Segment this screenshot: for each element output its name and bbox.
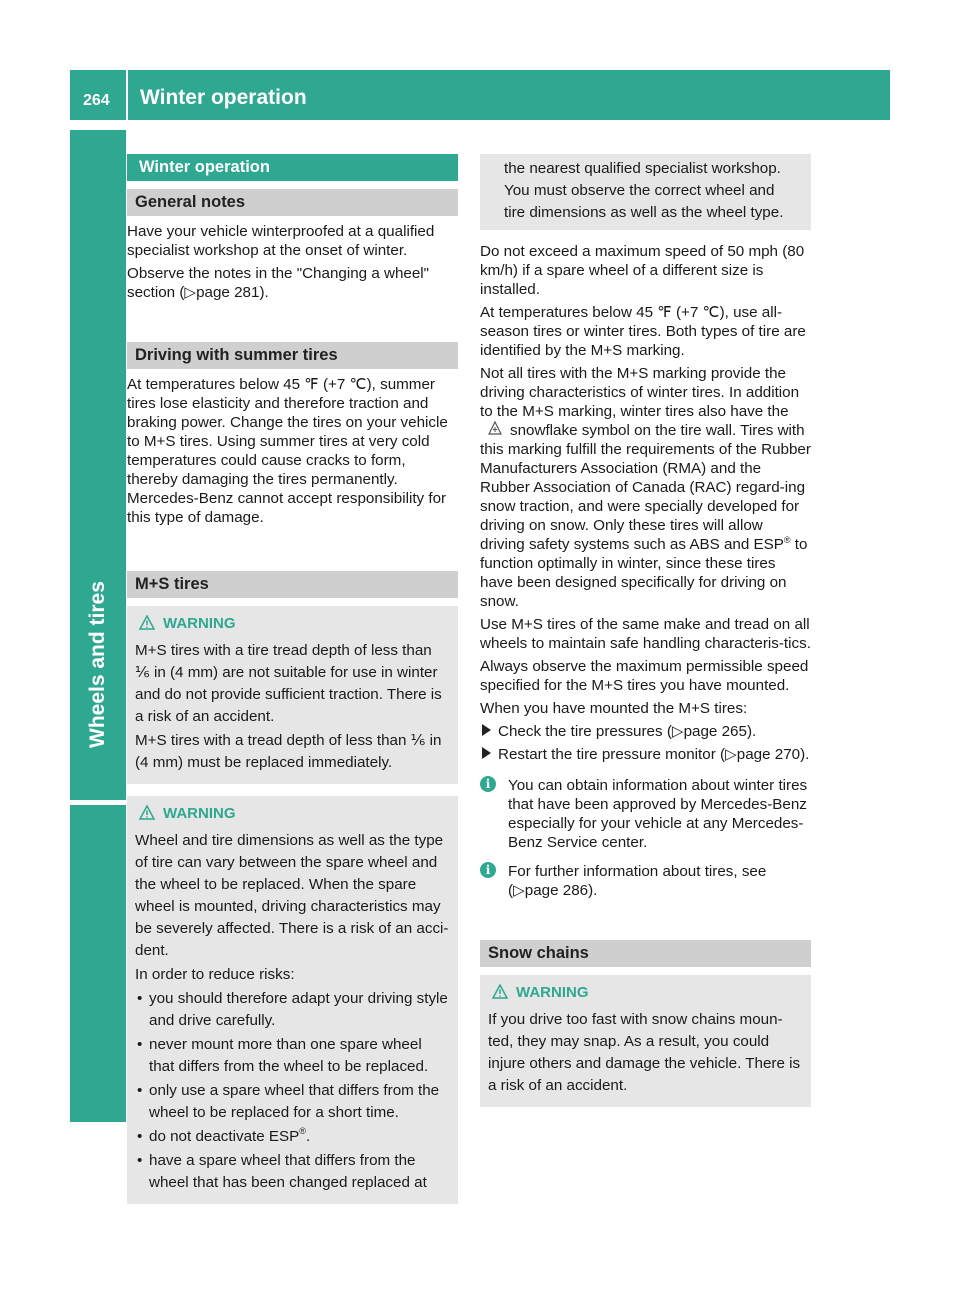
- warning-text: In order to reduce risks:: [135, 966, 295, 983]
- warning-box-tread: [127, 606, 458, 784]
- chapter-tab: [70, 130, 126, 800]
- paragraph: When you have mounted the M+S tires:: [480, 700, 748, 717]
- action-arrow-icon: [482, 747, 491, 759]
- paragraph: Always observe the maximum permissible speed specified for the M+S tires you have mounted.: [480, 658, 809, 694]
- warning-triangle-icon: [492, 984, 508, 999]
- paragraph: Do not exceed a maximum speed of 50 mph (80 km/h) if a spare wheel of a different size is installed.: [480, 243, 805, 298]
- warning-triangle-icon: [139, 805, 155, 820]
- paragraph: Not all tires with the M+S marking provide the driving characteristics of winter tires. In addition to the M+S marking, winter tires also have the snowflake symbol on the tire wall. Tires with this marking fulfill the requirements of the Rubber Manufacturers Association (RMA) and the Rubber Association of Canada (RAC) regard-ing snow traction, and were specially developed for driving on snow. Only these tires will allow driving safety systems such as ABS and ESP® to function optimally in winter, since these tires have been designed specifically for driving on snow.: [480, 365, 811, 610]
- warning-text: Wheel and tire dimensions as well as the type of tire can vary between the spare wheel and the wheel to be replaced. When the spare wheel is mounted, driving characteristics may be severely affected. There is a risk of an acci-dent.: [135, 832, 449, 959]
- chapter-tab-label: Wheels and tires: [86, 581, 109, 748]
- section-title: Winter operation: [127, 154, 458, 181]
- page-ref-link[interactable]: page 281: [196, 284, 260, 301]
- header-title-box: [128, 70, 890, 120]
- page-ref-arrow-icon: ▷: [725, 746, 737, 763]
- action-arrow-icon: [482, 724, 491, 736]
- left-column: [127, 154, 458, 1204]
- action-step: Check the tire pressures (▷page 265).: [480, 722, 811, 741]
- page-ref-link[interactable]: page 270: [736, 746, 801, 763]
- list-item: • never mount more than one spare wheel that differs from the wheel to be replaced.: [137, 1036, 429, 1075]
- page-ref-arrow-icon: ▷: [513, 882, 525, 899]
- page-ref-link[interactable]: page 286: [524, 882, 589, 899]
- paragraph: At temperatures below 45 ℉ (+7 ℃), use all-season tires or winter tires. Both types of tire are identified by the M+S marking.: [480, 304, 806, 359]
- changing-wheel-note: Observe the notes in the "Changing a wheel" section (▷page 281).: [127, 265, 430, 301]
- warning-header: WARNING: [492, 983, 803, 1003]
- page-ref-arrow-icon: ▷: [671, 723, 684, 740]
- list-item: • only use a spare wheel that differs from the wheel to be replaced for a short time.: [137, 1082, 440, 1121]
- warning-header: WARNING: [139, 614, 450, 634]
- list-item: • do not deactivate ESP®.: [137, 1126, 311, 1145]
- warning-text: If you drive too fast with snow chains moun-ted, they may snap. As a result, you could injure others and damage the vehicle. There is a risk of an accident.: [488, 1011, 801, 1094]
- paragraph: Use M+S tires of the same make and tread on all wheels to maintain safe handling characteris-tics.: [480, 616, 811, 652]
- ms-tires-heading: M+S tires: [127, 571, 458, 598]
- page-number: 264: [83, 92, 110, 109]
- page-number-box: [70, 70, 126, 120]
- summer-tires-heading: Driving with summer tires: [127, 342, 458, 369]
- info-note: i For further information about tires, see (▷page 286).: [480, 862, 811, 900]
- page-ref-arrow-icon: ▷: [184, 284, 197, 301]
- warning-header: WARNING: [139, 804, 450, 824]
- page-ref-link[interactable]: page 265: [683, 723, 747, 740]
- chapter-tab-lower: [70, 805, 126, 1122]
- info-icon: i: [480, 862, 496, 878]
- warning-box-snow-chains: [480, 975, 811, 1107]
- general-notes-text: Have your vehicle winterproofed at a qualified specialist workshop at the onset of winter.: [127, 223, 435, 259]
- general-notes-heading: General notes: [127, 189, 458, 216]
- action-step: Restart the tire pressure monitor (▷page 270).: [480, 745, 811, 764]
- header-title: Winter operation: [140, 86, 307, 109]
- snowflake-mountain-icon: [480, 421, 510, 440]
- warning-box-spare-wheel: [127, 796, 458, 1204]
- list-item: • have a spare wheel that differs from the wheel that has been changed replaced at: [137, 1152, 427, 1191]
- list-item: • you should therefore adapt your driving style and drive carefully.: [137, 990, 448, 1029]
- snow-chains-heading: Snow chains: [480, 940, 811, 967]
- page-header: [70, 70, 890, 120]
- info-icon: i: [480, 776, 496, 792]
- warning-box-continued: [480, 154, 811, 230]
- info-note: i You can obtain information about winter tires that have been approved by Mercedes-Benz especially for your vehicle at any Mercedes-Benz Service center.: [480, 776, 811, 852]
- warning-text: M+S tires with a tread depth of less than ⅙ in (4 mm) must be replaced immediately.: [135, 732, 442, 771]
- right-column: [480, 154, 811, 1107]
- warning-text: the nearest qualified specialist workshop. You must observe the correct wheel and tire dimensions as well as the wheel type.: [504, 160, 784, 221]
- summer-tires-text: At temperatures below 45 ℉ (+7 ℃), summer tires lose elasticity and therefore traction and braking power. Change the tires on your vehicle to M+S tires. Using summer tires at very cold temperatures could cause cracks to form, thereby damaging the tires permanently. Mercedes-Benz cannot accept responsibility for this type of damage.: [127, 376, 448, 526]
- warning-triangle-icon: [139, 615, 155, 630]
- warning-text: M+S tires with a tire tread depth of less than ⅙ in (4 mm) are not suitable for use in winter and do not provide sufficient traction. There is a risk of an accident.: [135, 642, 442, 725]
